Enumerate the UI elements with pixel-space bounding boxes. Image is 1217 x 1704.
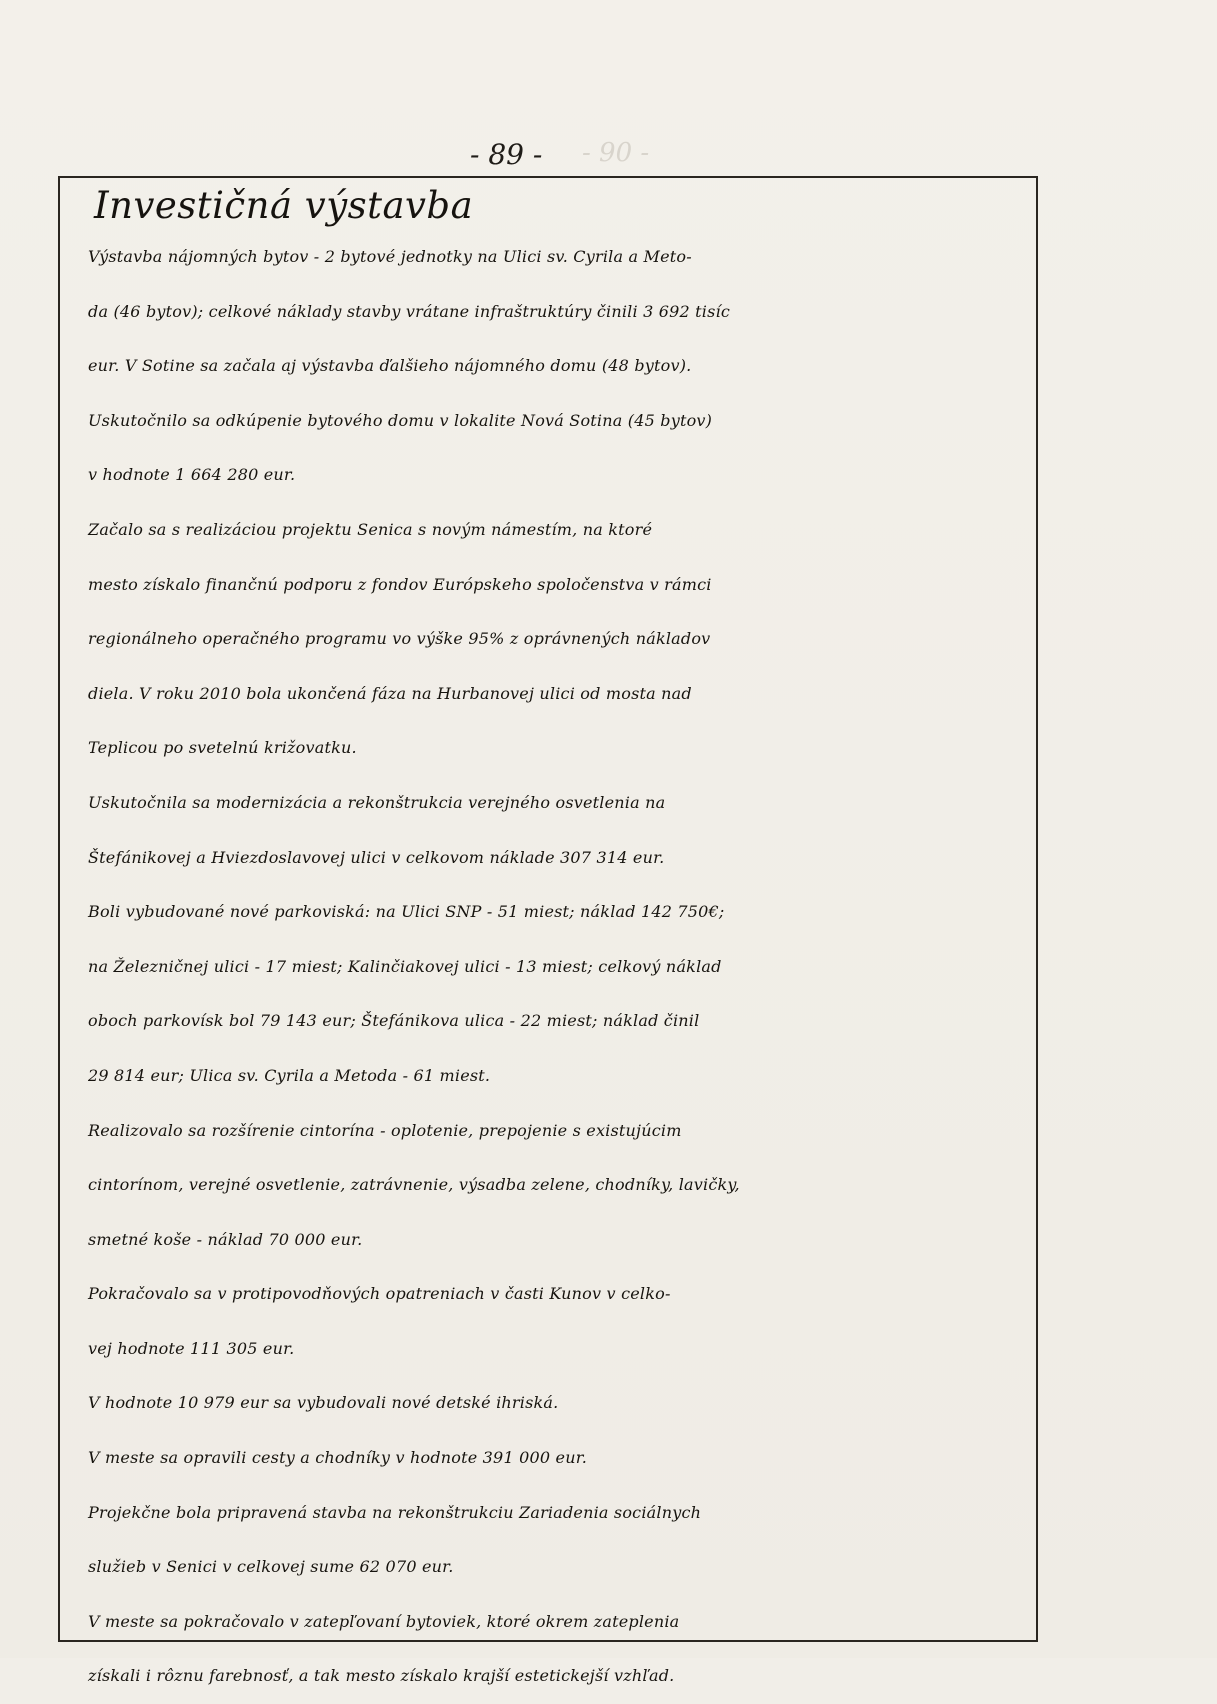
bleed-through-page-number: - 90 - <box>582 138 650 168</box>
handwritten-text <box>88 182 1048 1704</box>
page-number: - 89 - <box>470 138 543 171</box>
text-line: eur. V Sotine sa začala aj výstavba ďalšieho nájomného domu (48 bytov). <box>88 356 692 376</box>
text-line: Pokračovalo sa v protipovodňových opatreniach v časti Kunov v celko- <box>88 1284 671 1304</box>
text-line: cintorínom, verejné osvetlenie, zatrávnenie, výsadba zelene, chodníky, lavičky, <box>88 1175 740 1195</box>
text-line: Uskutočnila sa modernizácia a rekonštrukcia verejného osvetlenia na <box>88 792 666 812</box>
text-line: Teplicou po svetelnú križovatku. <box>88 738 357 758</box>
text-line: V meste sa pokračovalo v zatepľovaní bytoviek, ktoré okrem zateplenia <box>88 1611 680 1631</box>
text-line: v hodnote 1 664 280 eur. <box>88 465 296 485</box>
text-line: Realizovalo sa rozšírenie cintorína - oplotenie, prepojenie s existujúcim <box>88 1120 682 1140</box>
text-line: 29 814 eur; Ulica sv. Cyrila a Metoda - 61 miest. <box>88 1065 491 1085</box>
text-line: Uskutočnilo sa odkúpenie bytového domu v lokalite Nová Sotina (45 bytov) <box>88 410 713 430</box>
text-line: smetné koše - náklad 70 000 eur. <box>88 1229 363 1249</box>
text-line: na Železničnej ulici - 17 miest; Kalinčiakovej ulici - 13 miest; celkový náklad <box>88 956 722 976</box>
text-line: Výstavba nájomných bytov - 2 bytové jednotky na Ulici sv. Cyrila a Meto- <box>88 247 692 266</box>
text-line: oboch parkovísk bol 79 143 eur; Štefánikova ulica - 22 miest; náklad činil <box>88 1011 700 1031</box>
text-line: diela. V roku 2010 bola ukončená fáza na Hurbanovej ulici od mosta nad <box>88 683 692 703</box>
text-line: Boli vybudované nové parkoviská: na Ulici SNP - 51 miest; náklad 142 750€; <box>88 902 725 922</box>
text-line: získali i rôznu farebnosť, a tak mesto získalo krajší estetickejší vzhľad. <box>88 1666 675 1686</box>
text-line: Projekčne bola pripravená stavba na rekonštrukciu Zariadenia sociálnych <box>88 1502 702 1522</box>
text-line: V hodnote 10 979 eur sa vybudovali nové detské ihriská. <box>88 1393 559 1413</box>
text-line: Začalo sa s realizáciou projektu Senica s novým námestím, na ktoré <box>88 519 653 539</box>
text-line: vej hodnote 111 305 eur. <box>88 1338 295 1358</box>
section-heading: Investičná výstavba <box>94 184 474 227</box>
text-line: regionálneho operačného programu vo výške 95% z oprávnených nákladov <box>88 629 711 649</box>
text-line: Štefánikovej a Hviezdoslavovej ulici v celkovom náklade 307 314 eur. <box>88 847 665 867</box>
text-line: služieb v Senici v celkovej sume 62 070 eur. <box>88 1557 454 1577</box>
text-line: mesto získalo finančnú podporu z fondov Európskeho spoločenstva v rámci <box>88 574 712 594</box>
text-line: V meste sa opravili cesty a chodníky v hodnote 391 000 eur. <box>88 1448 588 1468</box>
text-line: da (46 bytov); celkové náklady stavby vrátane infraštruktúry činili 3 692 tisíc <box>88 301 731 321</box>
